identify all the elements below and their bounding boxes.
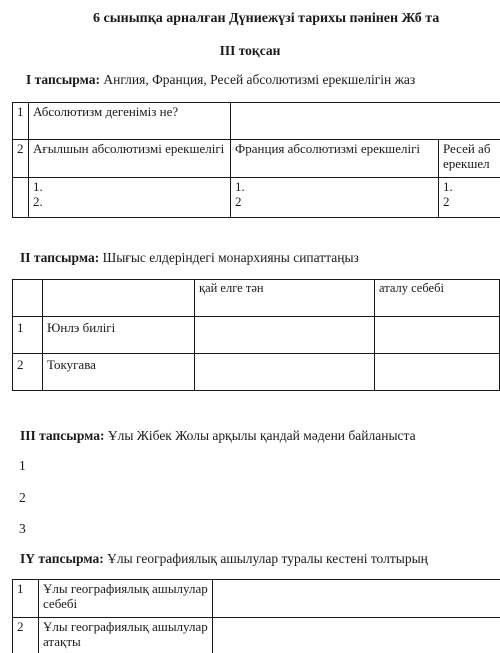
row-number: 1 bbox=[13, 103, 29, 140]
task2-table bbox=[12, 279, 500, 391]
answer-cell[interactable] bbox=[195, 317, 375, 354]
list-item: 1. bbox=[443, 179, 453, 194]
table-row bbox=[13, 618, 500, 653]
row-number bbox=[13, 178, 29, 218]
table-row bbox=[13, 140, 500, 178]
question-cell: Ұлы географиялық ашылулар себебі bbox=[39, 580, 213, 618]
list-item: 1. bbox=[33, 179, 43, 194]
task3-label: ІІІ тапсырма: bbox=[20, 428, 105, 443]
task4-heading bbox=[20, 551, 428, 567]
task3-text: Ұлы Жібек Жолы арқылы қандай мәдени байланыста bbox=[104, 428, 416, 443]
worksheet-title: 6 сыныпқа арналған Дүниежүзі тарихы пәнінен Жб та bbox=[93, 11, 440, 26]
task1-text: Англия, Франция, Ресей абсолютизмі ерекшелігін жаз bbox=[99, 72, 416, 87]
monarchy-name: Юнлэ билігі bbox=[43, 317, 195, 354]
list-item: 1 bbox=[19, 458, 26, 473]
answer-cell[interactable] bbox=[231, 178, 439, 218]
table-row bbox=[13, 580, 500, 618]
monarchy-name: Токугава bbox=[43, 354, 195, 391]
column-heading: Ресей аб ерекшел bbox=[439, 140, 500, 178]
list-item: 3 bbox=[19, 521, 26, 536]
task2-heading bbox=[20, 250, 359, 266]
header-cell bbox=[13, 280, 43, 317]
table-row bbox=[13, 354, 500, 391]
task3-heading bbox=[20, 428, 416, 444]
row-number: 2 bbox=[13, 140, 29, 178]
answer-cell[interactable] bbox=[439, 178, 500, 218]
answer-cell[interactable] bbox=[213, 580, 500, 618]
task2-text: Шығыс елдеріндегі монархияны сипаттаңыз bbox=[99, 250, 359, 265]
table-row bbox=[13, 317, 500, 354]
task1-table bbox=[12, 102, 500, 218]
list-item: 1. bbox=[235, 179, 245, 194]
list-item: 2 bbox=[19, 490, 26, 505]
header-cell: қай елге тән bbox=[195, 280, 375, 317]
list-item: 2 bbox=[235, 194, 242, 209]
answer-cell[interactable] bbox=[213, 618, 500, 653]
task4-label: ІҮ тапсырма: bbox=[20, 551, 104, 566]
header-cell bbox=[43, 280, 195, 317]
task1-heading bbox=[26, 72, 415, 88]
task1-label: І тапсырма: bbox=[26, 72, 100, 87]
answer-cell[interactable] bbox=[195, 354, 375, 391]
header-cell: аталу себебі bbox=[375, 280, 500, 317]
column-heading: Ағылшын абсолютизмі ерекшелігі bbox=[29, 140, 231, 178]
question-cell: Ұлы географиялық ашылулар атақты bbox=[39, 618, 213, 653]
answer-cell[interactable] bbox=[375, 354, 500, 391]
table-row bbox=[13, 280, 500, 317]
task2-label: ІІ тапсырма: bbox=[20, 250, 100, 265]
task4-text: Ұлы географиялық ашылулар туралы кестені толтырың bbox=[103, 551, 428, 566]
row-number: 2 bbox=[13, 618, 39, 653]
row-number: 1 bbox=[13, 580, 39, 618]
quarter-heading: ІІІ тоқсан bbox=[219, 43, 281, 58]
column-heading: Франция абсолютизмі ерекшелігі bbox=[231, 140, 439, 178]
table-row bbox=[13, 103, 500, 140]
row-number: 1 bbox=[13, 317, 43, 354]
answer-prompt: Абсолютизм дегеніміз не? bbox=[29, 103, 231, 140]
answer-cell[interactable] bbox=[29, 178, 231, 218]
task4-table bbox=[12, 579, 500, 653]
answer-cell[interactable] bbox=[375, 317, 500, 354]
list-item: 2 bbox=[443, 194, 450, 209]
table-row bbox=[13, 178, 500, 218]
list-item: 2. bbox=[33, 194, 43, 209]
row-number: 2 bbox=[13, 354, 43, 391]
answer-cell[interactable] bbox=[231, 103, 500, 140]
